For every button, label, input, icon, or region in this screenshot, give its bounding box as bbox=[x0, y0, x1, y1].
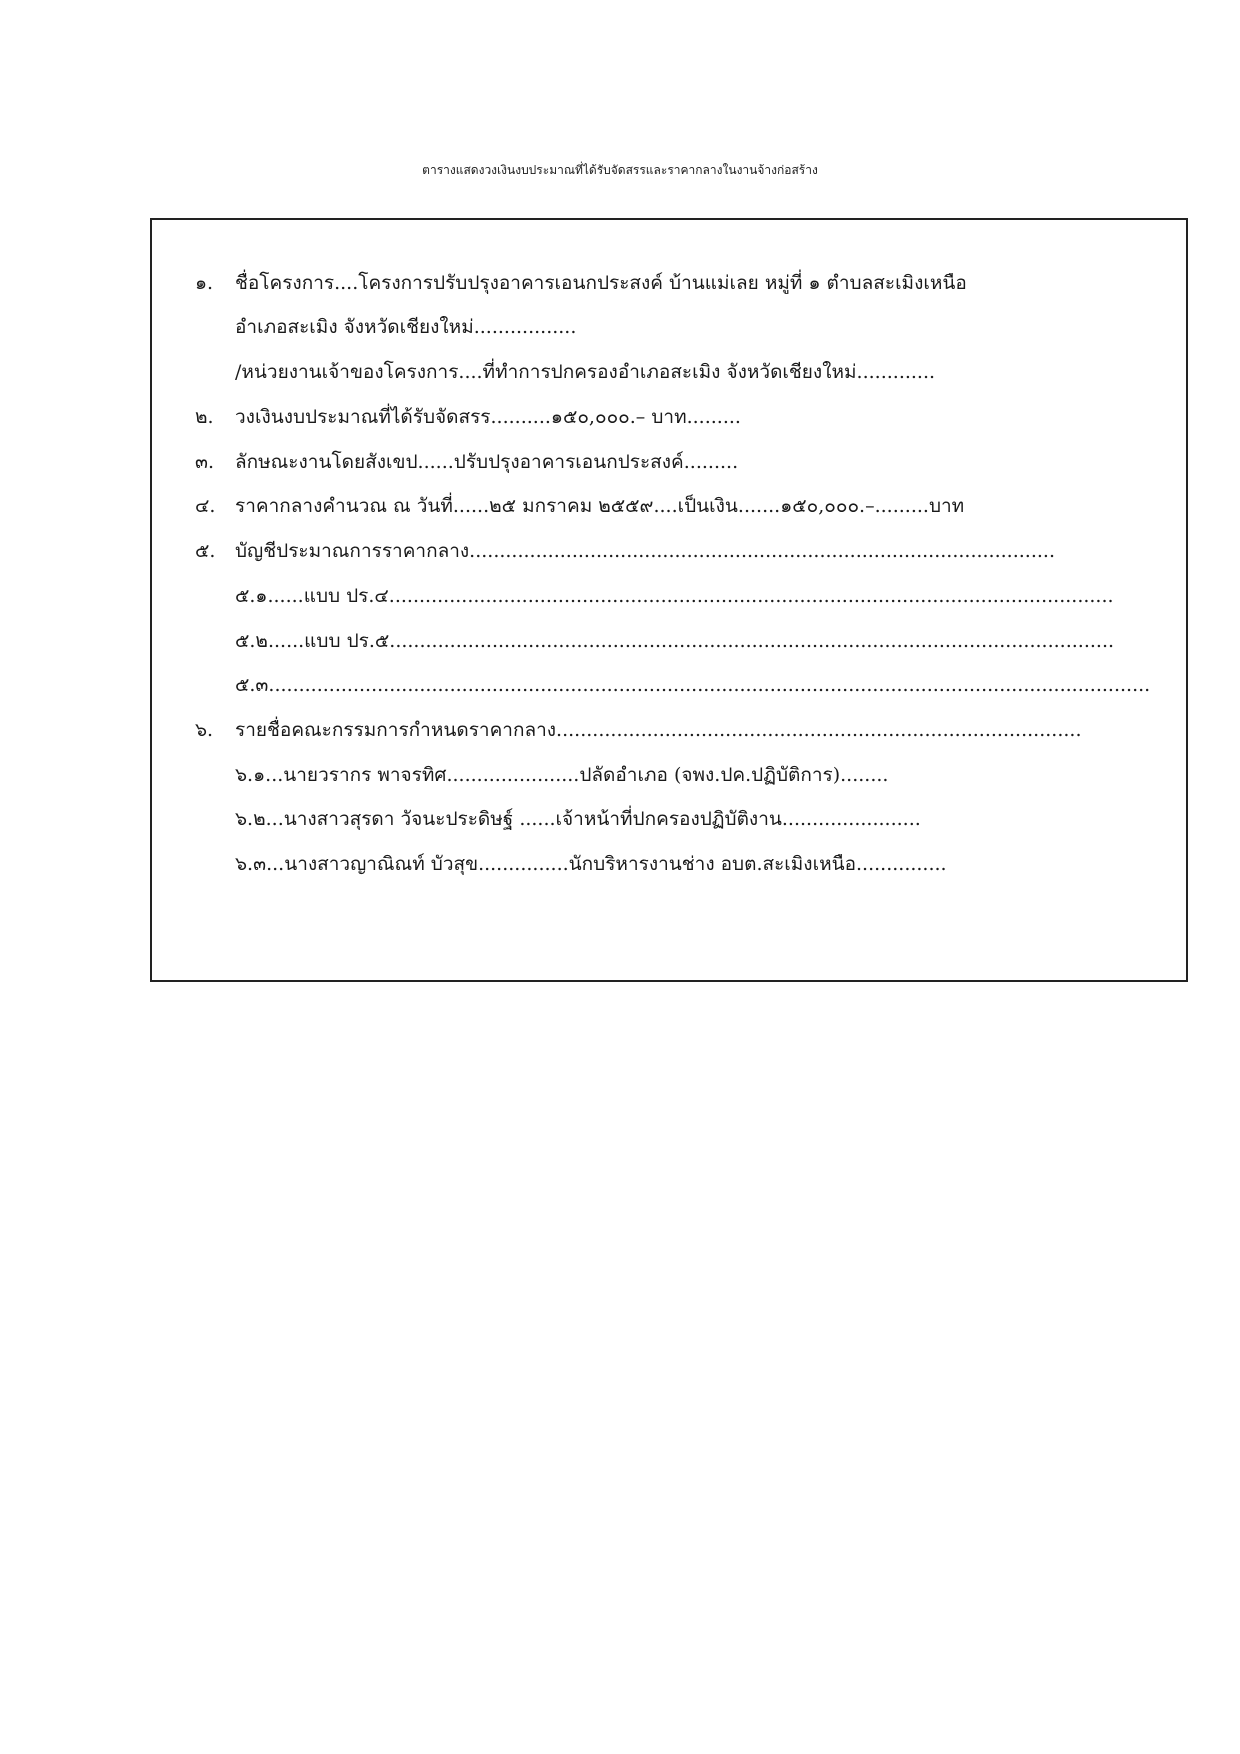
item-number: ๔. bbox=[195, 495, 216, 517]
item-6 bbox=[195, 714, 1081, 746]
item-text: อำเภอสะเมิง จังหวัดเชียงใหม่................. bbox=[235, 316, 577, 338]
item-number: ๓. bbox=[195, 451, 215, 473]
item-5 bbox=[195, 535, 1055, 567]
item-number: ๑. bbox=[195, 272, 214, 294]
item-1-line-2 bbox=[235, 311, 576, 343]
item-number: ๕. bbox=[195, 540, 216, 562]
item-3 bbox=[195, 446, 738, 478]
item-number: ๒. bbox=[195, 406, 214, 428]
item-text: ๖.๓...นางสาวญาณิณท์ บัวสุข...............นักบริหารงานช่าง อบต.สะเมิงเหนือ............... bbox=[235, 853, 947, 875]
item-6-1 bbox=[235, 759, 888, 791]
item-4 bbox=[195, 490, 964, 522]
item-6-3 bbox=[235, 848, 947, 880]
item-6-2 bbox=[235, 803, 921, 835]
item-5-1 bbox=[235, 580, 1114, 612]
item-text: ชื่อโครงการ....โครงการปรับปรุงอาคารเอนกประสงค์ บ้านแม่เลย หมู่ที่ ๑ ตำบลสะเมิงเหนือ bbox=[235, 272, 967, 294]
item-text: ๖.๒...นางสาวสุรดา วัจนะประดิษฐ์ ......เจ้าหน้าที่ปกครองปฏิบัติงาน....................... bbox=[235, 808, 921, 830]
item-number: ๖. bbox=[195, 719, 214, 741]
item-1-line-3 bbox=[235, 356, 935, 388]
item-1-line-1 bbox=[195, 267, 967, 299]
item-text: ๕.๒......แบบ ปร.๕........................................................................................................................ bbox=[235, 630, 1115, 652]
item-text: รายชื่อคณะกรรมการกำหนดราคากลาง....................................................................................... bbox=[235, 719, 1082, 741]
item-text: ลักษณะงานโดยสังเขป......ปรับปรุงอาคารเอนกประสงค์......... bbox=[235, 451, 739, 473]
item-text: /หน่วยงานเจ้าของโครงการ....ที่ทำการปกครองอำเภอสะเมิง จังหวัดเชียงใหม่............. bbox=[235, 361, 936, 383]
item-5-2 bbox=[235, 625, 1114, 657]
item-text: บัญชีประมาณการราคากลาง................................................................................................. bbox=[235, 540, 1055, 562]
item-5-3 bbox=[235, 669, 1150, 701]
item-text: ๕.๓.................................................................................................................................................. bbox=[235, 674, 1151, 696]
item-text: ราคากลางคำนวณ ณ วันที่......๒๕ มกราคม ๒๕๕๙....เป็นเงิน.......๑๕๐,๐๐๐.–.........บาท bbox=[235, 495, 965, 517]
item-text: ๖.๑...นายวรากร พาจรทิศ......................ปลัดอำเภอ (จพง.ปค.ปฏิบัติการ)........ bbox=[235, 764, 889, 786]
document-title: ตารางแสดงวงเงินงบประมาณที่ได้รับจัดสรรและราคากลางในงานจ้างก่อสร้าง bbox=[422, 163, 818, 177]
item-text: วงเงินงบประมาณที่ได้รับจัดสรร..........๑๕๐,๐๐๐.– บาท......... bbox=[235, 406, 741, 428]
item-2 bbox=[195, 401, 741, 433]
item-text: ๕.๑......แบบ ปร.๔........................................................................................................................ bbox=[235, 585, 1114, 607]
